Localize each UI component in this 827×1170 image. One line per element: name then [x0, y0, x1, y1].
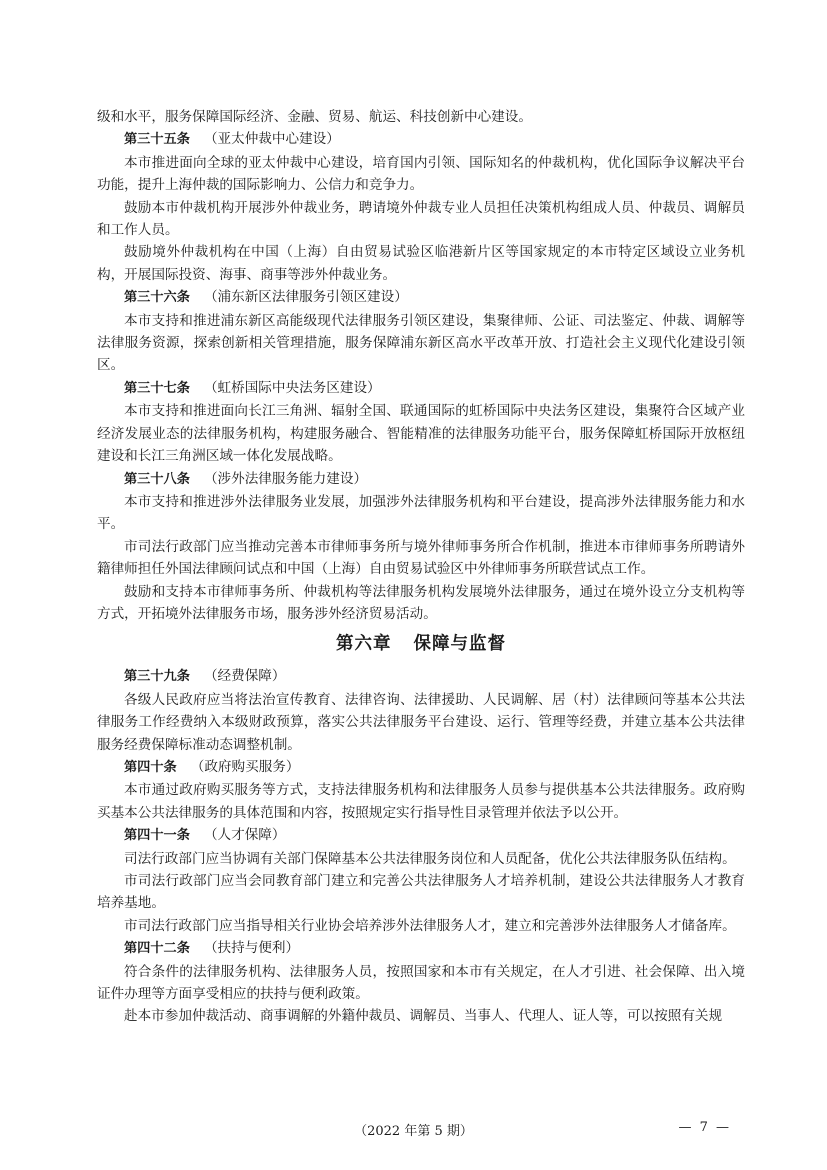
chapter-heading — [97, 631, 745, 657]
article-41-paragraph-3: 市司法行政部门应当指导相关行业协会培养涉外法律服务人才，建立和完善涉外法律服务人才储备库。 — [124, 917, 736, 934]
article-title: （虹桥国际中央法务区建设） — [203, 379, 381, 396]
continuation-paragraph: 级和水平，服务保障国际经济、金融、贸易、航运、科技创新中心建设。 — [97, 109, 532, 125]
article-35-paragraph-1: 本市推进面向全球的亚太仲裁中心建设，培育国内引领、国际知名的仲裁机构，优化国际争议解决平台功能，提升上海仲裁的国际影响力、公信力和竞争力。 — [97, 154, 745, 194]
article-41-heading — [97, 824, 745, 847]
article-number: 第三十八条 — [124, 471, 190, 487]
page-number: — 7 — — [678, 1120, 731, 1135]
article-35-heading — [97, 128, 745, 151]
article-number: 第三十六条 — [124, 290, 190, 306]
article-35-paragraph-2: 鼓励本市仲裁机构开展涉外仲裁业务，聘请境外仲裁专业人员担任决策机构组成人员、仲裁员、调解员和工作人员。 — [97, 199, 745, 239]
article-title: （经费保障） — [203, 668, 286, 685]
article-36-heading — [97, 286, 745, 309]
article-title: （人才保障） — [203, 827, 286, 844]
article-title: （亚太仲裁中心建设） — [203, 131, 340, 148]
article-title: （浦东新区法律服务引领区建设） — [203, 289, 408, 306]
article-number: 第四十一条 — [124, 828, 190, 844]
article-38-heading — [97, 468, 745, 491]
issue-label: （2022 年第 5 期） — [354, 1124, 473, 1139]
article-38-paragraph-3: 鼓励和支持本市律师事务所、仲裁机构等法律服务机构发展境外法律服务，通过在境外设立分支机构等方式，开拓境外法律服务市场，服务涉外经济贸易活动。 — [97, 583, 745, 622]
article-title: （涉外法律服务能力建设） — [203, 470, 368, 487]
article-38-paragraph-1: 本市支持和推进涉外法律服务业发展，加强涉外法律服务机构和平台建设，提高涉外法律服务能力和水平。 — [97, 493, 745, 533]
article-42-paragraph-1: 符合条件的法律服务机构、法律服务人员，按照国家和本市有关规定，在人才引进、社会保障、出入境证件办理等方面享受相应的扶持与便利政策。 — [97, 963, 745, 1003]
article-40-heading — [97, 756, 745, 779]
article-41-paragraph-1: 司法行政部门应当协调有关部门保障基本公共法律服务岗位和人员配备，优化公共法律服务队伍结构。 — [124, 850, 736, 867]
article-39-heading — [97, 665, 745, 688]
article-35-paragraph-3: 鼓励境外仲裁机构在中国（上海）自由贸易试验区临港新片区等国家规定的本市特定区域设立业务机构，开展国际投资、海事、商事等涉外仲裁业务。 — [97, 244, 745, 283]
article-title: （政府购买服务） — [190, 758, 300, 775]
article-number: 第四十条 — [124, 759, 177, 775]
article-40-paragraph-1: 本市通过政府购买服务等方式，支持法律服务机构和法律服务人员参与提供基本公共法律服务。政府购买基本公共法律服务的具体范围和内容，按照规定实行指导性目录管理并依法予以公开。 — [97, 782, 745, 821]
article-37-paragraph-1: 本市支持和推进面向长江三角洲、辐射全国、联通国际的虹桥国际中央法务区建设，集聚符合区域产业经济发展业态的法律服务机构，构建服务融合、智能精准的法律服务功能平台，服务保障虹桥国际开放枢纽建设和长江三角洲区域一体化发展战略。 — [97, 403, 745, 465]
article-number: 第三十九条 — [124, 669, 190, 685]
article-number: 第四十二条 — [124, 941, 190, 957]
article-39-paragraph-1: 各级人民政府应当将法治宣传教育、法律咨询、法律援助、人民调解、居（村）法律顾问等基本公共法律服务工作经费纳入本级财政预算，落实公共法律服务平台建设、运行、管理等经费，并建立基本公共法律服务经费保障标准动态调整机制。 — [97, 691, 745, 753]
page-footer — [0, 1120, 827, 1140]
article-37-heading — [97, 377, 745, 400]
article-41-paragraph-2: 市司法行政部门应当会同教育部门建立和完善公共法律服务人才培养机制，建设公共法律服务人才教育培养基地。 — [97, 873, 745, 912]
page-body — [97, 106, 745, 1028]
chapter-title: 保障与监督 — [413, 634, 506, 655]
article-number: 第三十五条 — [124, 132, 190, 148]
article-42-paragraph-2: 赴本市参加仲裁活动、商事调解的外籍仲裁员、调解员、当事人、代理人、证人等，可以按照有关规 — [124, 1008, 723, 1025]
article-number: 第三十七条 — [124, 380, 190, 396]
article-title: （扶持与便利） — [203, 940, 300, 957]
article-42-heading — [97, 937, 745, 960]
chapter-number: 第六章 — [336, 634, 392, 655]
article-36-paragraph-1: 本市支持和推进浦东新区高能级现代法律服务引领区建设，集聚律师、公证、司法鉴定、仲裁、调解等法律服务资源，探索创新相关管理措施，服务保障浦东新区高水平改革开放、打造社会主义现代化建设引领区。 — [97, 312, 745, 374]
article-38-paragraph-2: 市司法行政部门应当推动完善本市律师事务所与境外律师事务所合作机制，推进本市律师事务所聘请外籍律师担任外国法律顾问试点和中国（上海）自由贸易试验区中外律师事务所联营试点工作。 — [97, 538, 745, 578]
